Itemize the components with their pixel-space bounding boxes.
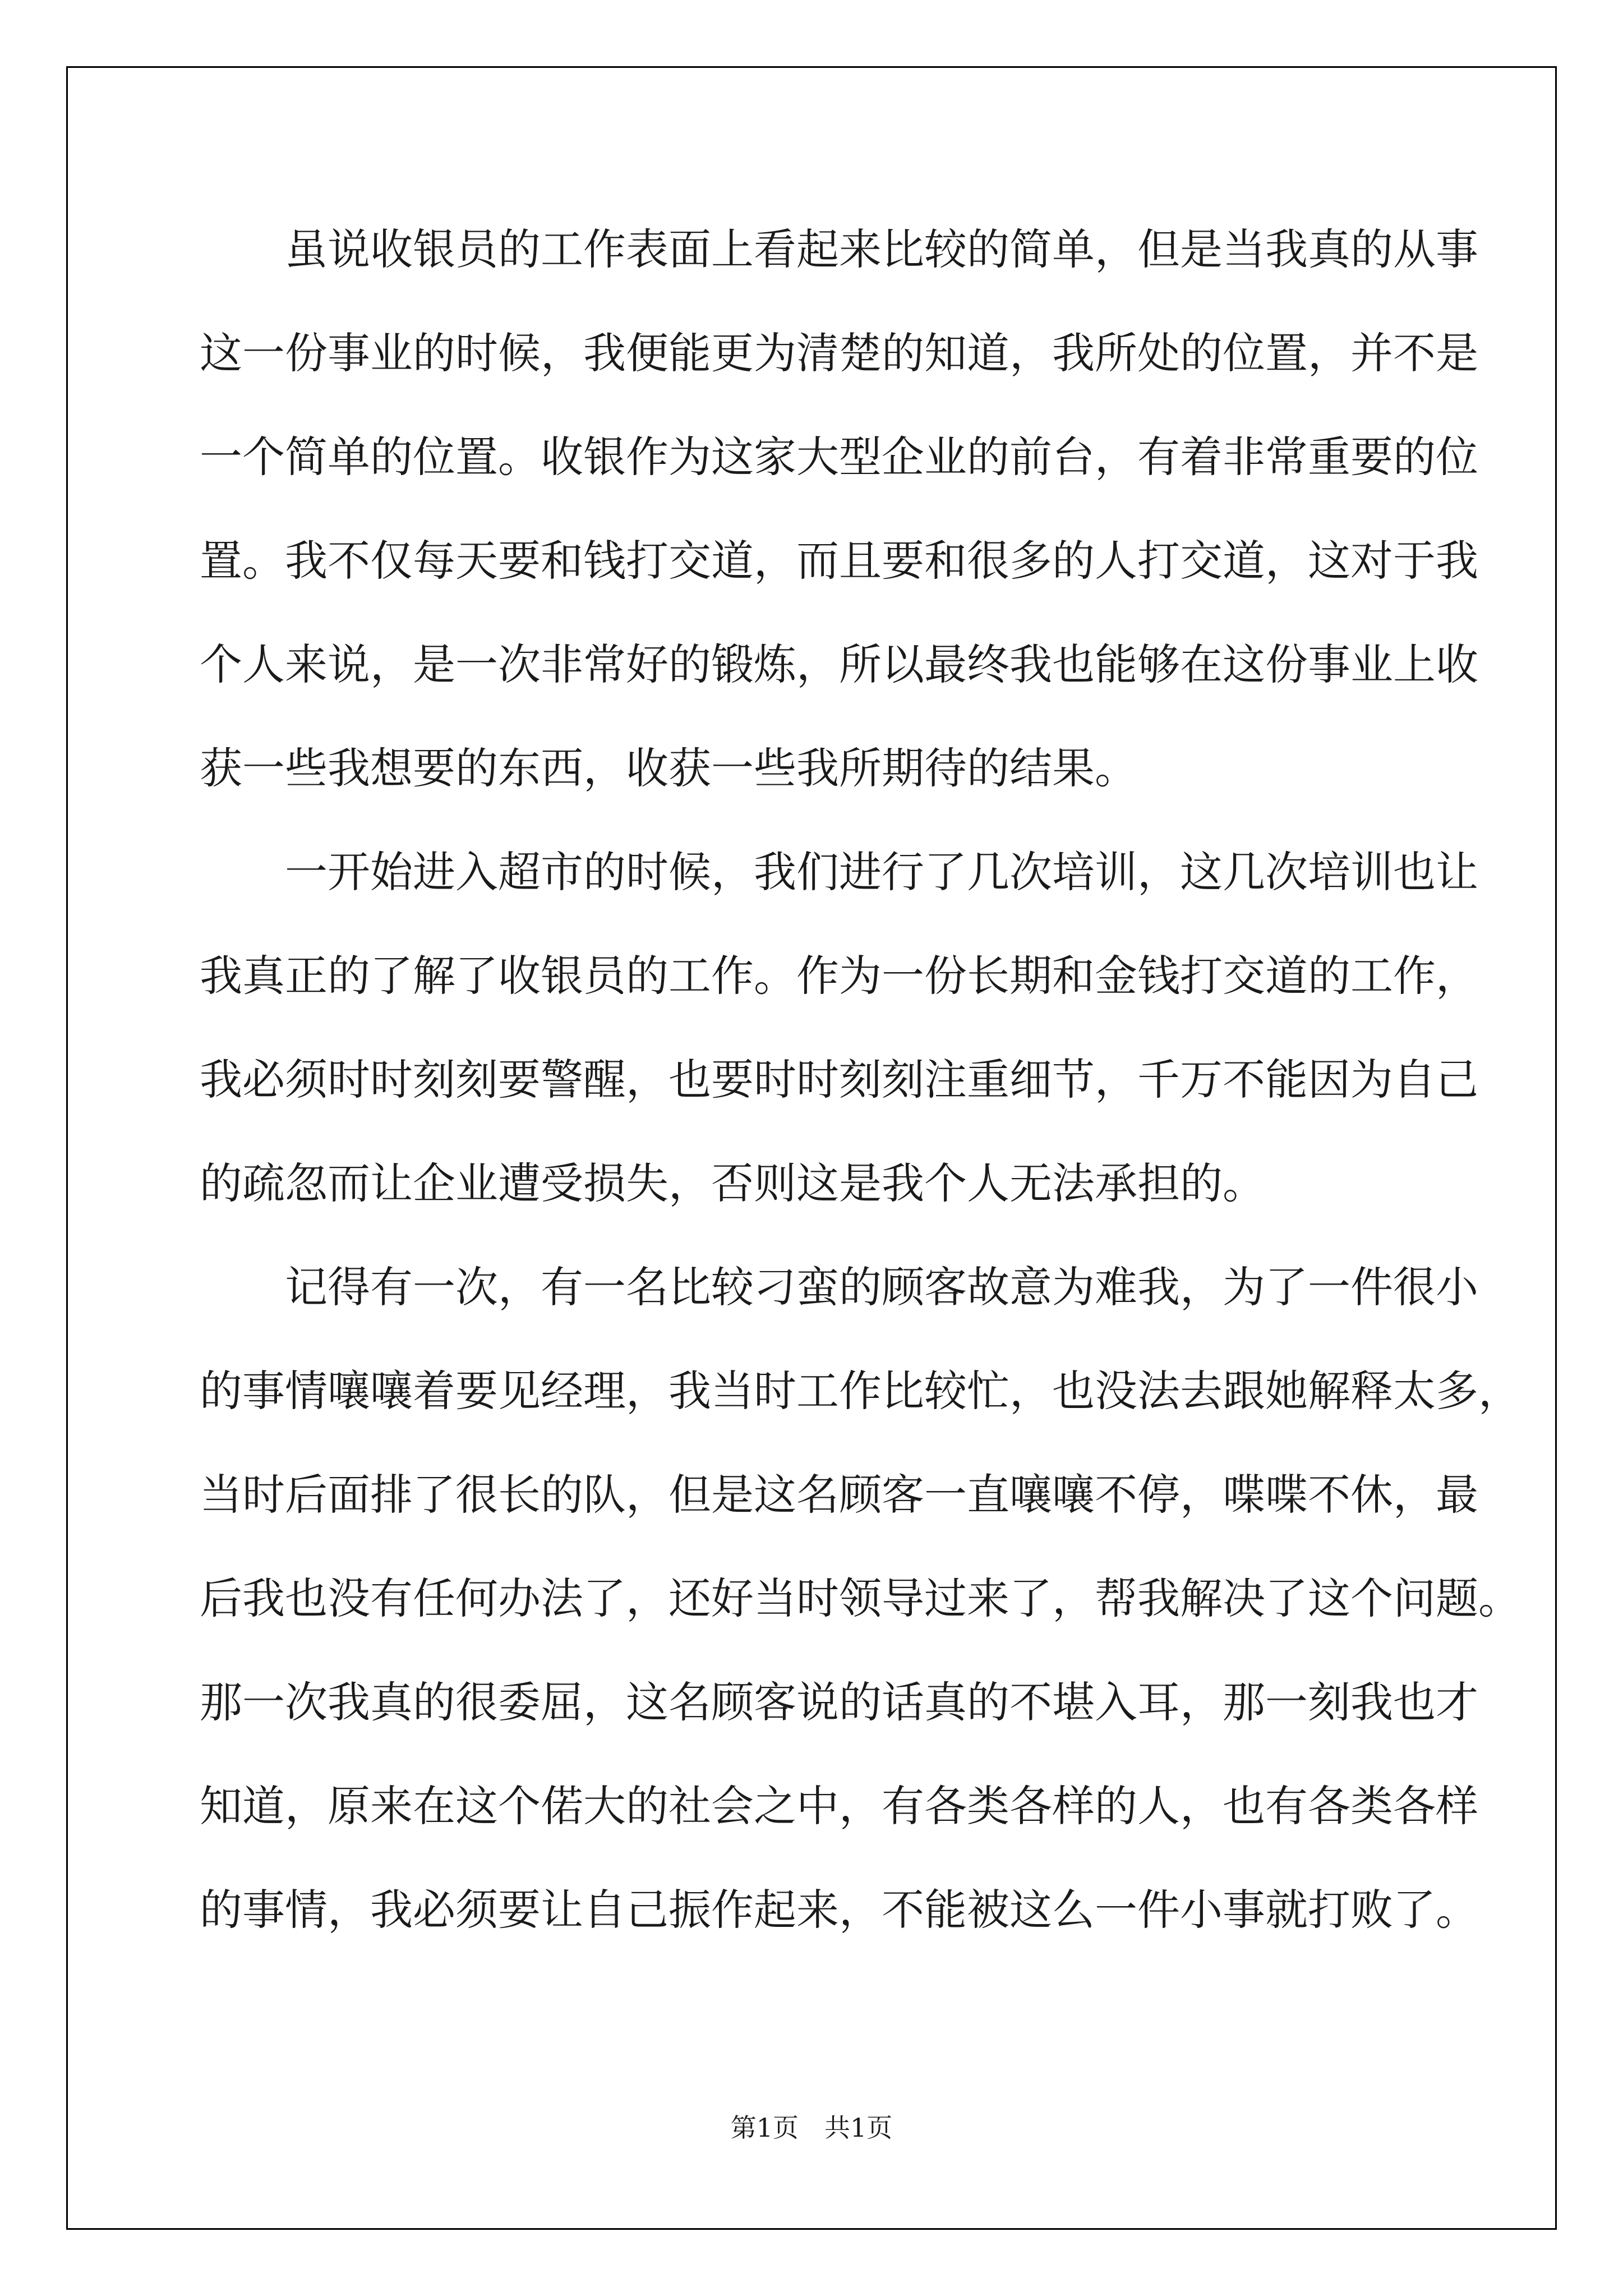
paragraph-1-line-4: 置。我不仅每天要和钱打交道，而且要和很多的人打交道，这对于我	[200, 536, 1478, 586]
paragraph-1-line-6: 获一些我想要的东西，收获一些我所期待的结果。	[200, 743, 1137, 793]
total-pages-label: 共1页	[824, 2113, 893, 2143]
paragraph-3-line-5: 那一次我真的很委屈，这名顾客说的话真的不堪入耳，那一刻我也才	[200, 1677, 1478, 1727]
paragraph-3-line-3: 当时后面排了很长的队，但是这名顾客一直嚷嚷不停，喋喋不休，最	[200, 1470, 1478, 1520]
paragraph-1-line-2: 这一份事业的时候，我便能更为清楚的知道，我所处的位置，并不是	[200, 328, 1478, 378]
page-number-label: 第1页	[730, 2113, 799, 2143]
paragraph-2-line-3: 我必须时时刻刻要警醒，也要时时刻刻注重细节，千万不能因为自己	[200, 1055, 1478, 1105]
paragraph-1-line-5: 个人来说，是一次非常好的锻炼，所以最终我也能够在这份事业上收	[200, 639, 1478, 689]
paragraph-3-line-7: 的事情，我必须要让自己振作起来，不能被这么一件小事就打败了。	[200, 1885, 1478, 1935]
paragraph-2-line-1: 一开始进入超市的时候，我们进行了几次培训，这几次培训也让	[285, 847, 1478, 897]
paragraph-1-line-3: 一个简单的位置。收银作为这家大型企业的前台，有着非常重要的位	[200, 432, 1478, 482]
paragraph-2-line-2: 我真正的了解了收银员的工作。作为一份长期和金钱打交道的工作，	[200, 951, 1478, 1001]
paragraph-3-line-4: 后我也没有任何办法了，还好当时领导过来了，帮我解决了这个问题。	[200, 1573, 1521, 1623]
paragraph-2-line-4: 的疏忽而让企业遭受损失，否则这是我个人无法承担的。	[200, 1158, 1265, 1208]
page-footer	[0, 2108, 1623, 2147]
paragraph-3-line-2: 的事情嚷嚷着要见经理，我当时工作比较忙，也没法去跟她解释太多，	[200, 1366, 1521, 1416]
paragraph-3-line-1: 记得有一次，有一名比较刁蛮的顾客故意为难我，为了一件很小	[285, 1262, 1478, 1312]
paragraph-1-line-1: 虽说收银员的工作表面上看起来比较的简单，但是当我真的从事	[285, 224, 1478, 274]
paragraph-3-line-6: 知道，原来在这个偌大的社会之中，有各类各样的人，也有各类各样	[200, 1781, 1478, 1831]
